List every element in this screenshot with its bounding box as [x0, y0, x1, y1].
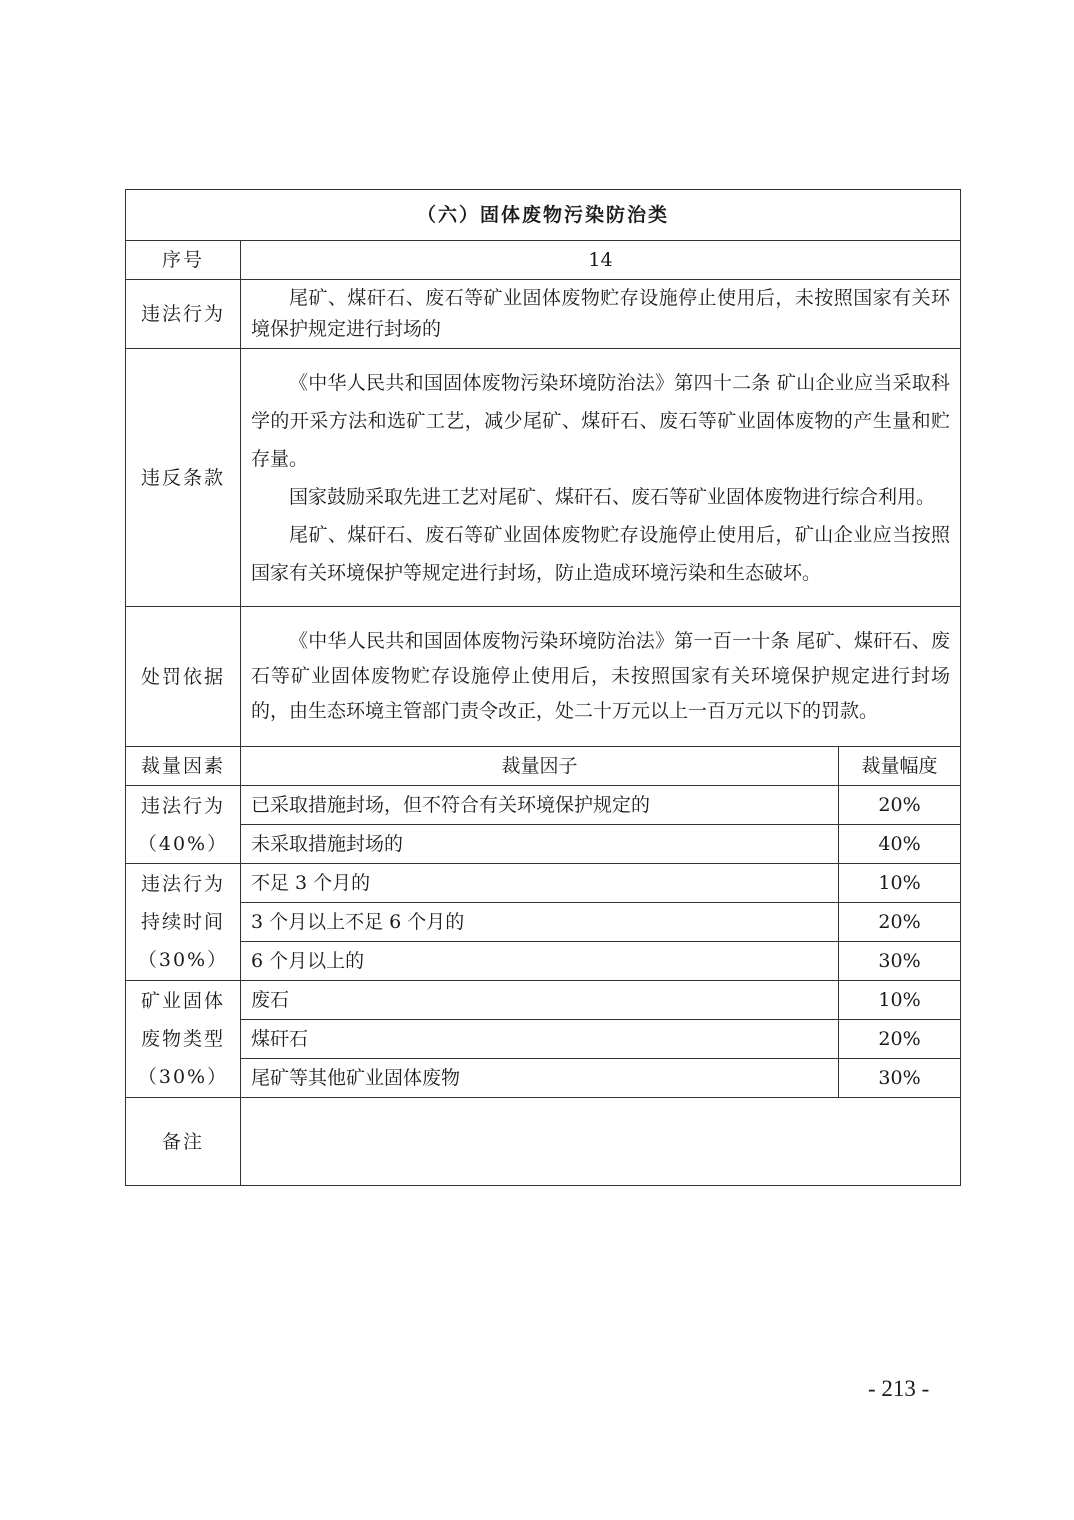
clause-paragraph: 国家鼓励采取先进工艺对尾矿、煤矸石、废石等矿业固体废物进行综合利用。 [289, 485, 936, 508]
violation-text: 尾矿、煤矸石、废石等矿业固体废物贮存设施停止使用后，未按照国家有关环境保护规定进行封场的 [241, 280, 961, 349]
factor-value: 30% [839, 1059, 961, 1098]
factor-value: 20% [839, 903, 961, 942]
factor-item: 煤矸石 [241, 1020, 839, 1059]
factor-item: 废石 [241, 981, 839, 1020]
factor-value: 10% [839, 864, 961, 903]
factor-item: 3 个月以上不足 6 个月的 [241, 903, 839, 942]
factor-group-duration [126, 864, 241, 981]
factor-group-label-line: 违法行为 [140, 794, 225, 817]
factor-group-waste-type [126, 981, 241, 1098]
factor-group-label-line: 矿业固体 [140, 990, 225, 1012]
penalty-basis-text: 《中华人民共和国固体废物污染环境防治法》第一百一十条 尾矿、煤矸石、废石等矿业固体废物贮存设施停止使用后，未按照国家有关环境保护规定进行封场的，由生态环境主管部门责令改正，处二十万元以上一百万元以下的罚款。 [241, 607, 961, 747]
serial-value: 14 [241, 241, 961, 280]
violated-clauses-body [241, 349, 961, 607]
item-header: 裁量因子 [241, 747, 839, 786]
factor-item: 未采取措施封场的 [241, 825, 839, 864]
factor-group-label-line: 废物类型 [140, 1028, 225, 1050]
factor-group-label-line: （40%） [137, 832, 229, 855]
violation-label: 违法行为 [126, 280, 241, 349]
factor-group-violation [126, 786, 241, 864]
factor-group-label-line: 持续时间 [140, 911, 225, 933]
penalty-basis-label: 处罚依据 [126, 607, 241, 747]
factor-group-label-line: （30%） [137, 1066, 229, 1088]
factor-group-label-line: （30%） [137, 949, 229, 971]
factor-item: 尾矿等其他矿业固体废物 [241, 1059, 839, 1098]
factor-item: 已采取措施封场，但不符合有关环境保护规定的 [241, 786, 839, 825]
factor-value: 20% [839, 786, 961, 825]
remarks-label: 备注 [126, 1098, 241, 1186]
remarks-value [241, 1098, 961, 1186]
clause-paragraph: 尾矿、煤矸石、废石等矿业固体废物贮存设施停止使用后，矿山企业应当按照国家有关环境保护等规定进行封场，防止造成环境污染和生态破坏。 [251, 523, 951, 584]
factor-group-label-line: 违法行为 [140, 873, 225, 895]
factor-value: 30% [839, 942, 961, 981]
factor-item: 不足 3 个月的 [241, 864, 839, 903]
range-header: 裁量幅度 [839, 747, 961, 786]
factor-item: 6 个月以上的 [241, 942, 839, 981]
table-title: （六）固体废物污染防治类 [126, 190, 961, 241]
violated-clauses-label: 违反条款 [126, 349, 241, 607]
factor-value: 10% [839, 981, 961, 1020]
clause-paragraph: 《中华人民共和国固体废物污染环境防治法》第四十二条 矿山企业应当采取科学的开采方法和选矿工艺，减少尾矿、煤矸石、废石等矿业固体废物的产生量和贮存量。 [251, 371, 951, 470]
factor-value: 20% [839, 1020, 961, 1059]
factor-value: 40% [839, 825, 961, 864]
factor-header: 裁量因素 [126, 747, 241, 786]
page-number: - 213 - [868, 1376, 930, 1401]
penalty-discretion-table [125, 189, 961, 1186]
serial-label: 序号 [126, 241, 241, 280]
